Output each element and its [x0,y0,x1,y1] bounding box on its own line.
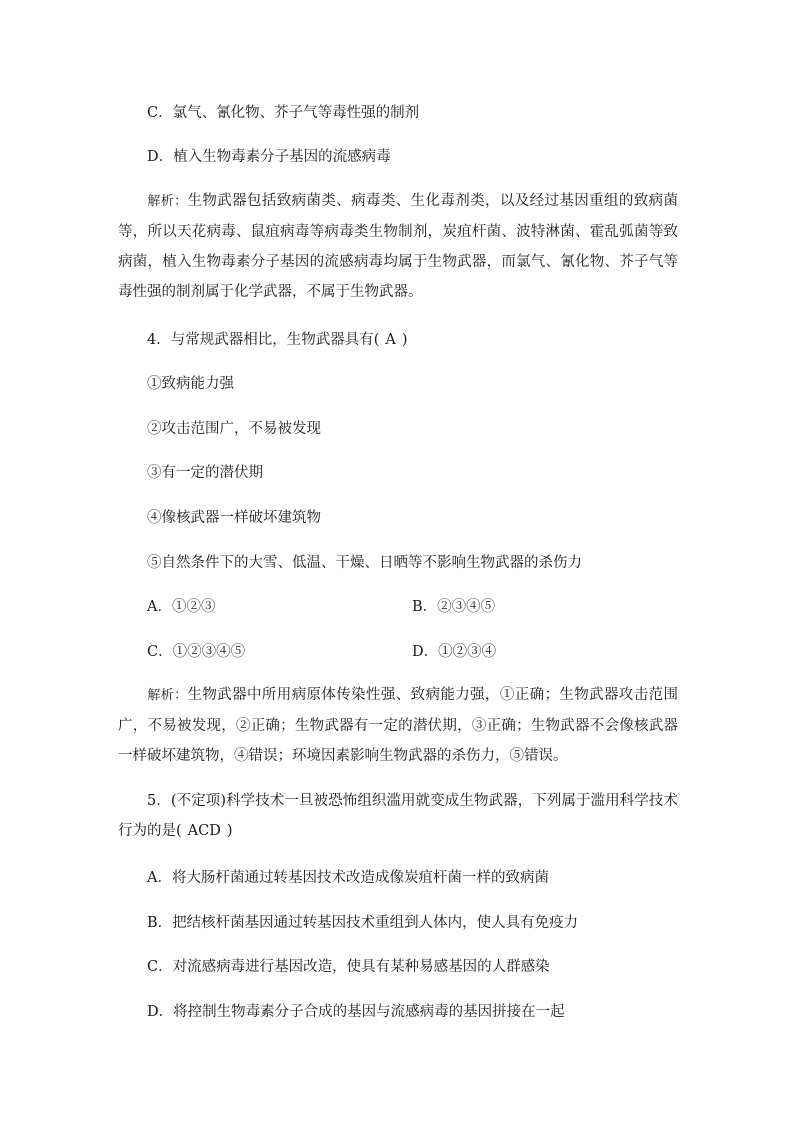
q5-stem [118,786,678,846]
q3-analysis [118,186,678,307]
q4-option-d: D．①②③④ [412,644,497,660]
q4-stem-prefix: 4．与常规武器相比，生物武器具有( [147,332,380,348]
q5-option-b: B．把结核杆菌基因通过转基因技术重组到人体内，使人具有免疫力 [147,915,579,931]
q4-item-5: ⑤自然条件下的大雪、低温、干燥、日晒等不影响生物武器的杀伤力 [147,555,582,571]
q4-option-b: B．②③④⑤ [412,599,496,615]
analysis-label: 解析： [147,688,188,703]
q4-item-4: ④像核武器一样破坏建筑物 [147,510,321,526]
q4-stem [147,331,408,349]
q4-option-c: C．①②③④⑤ [147,644,246,660]
q4-stem-suffix: ) [401,332,408,348]
q5-option-c: C．对流感病毒进行基因改造，使具有某种易感基因的人群感染 [147,959,550,975]
q5-option-d: D．将控制生物毒素分子合成的基因与流感病毒的基因拼接在一起 [147,1004,565,1020]
q4-option-a: A．①②③ [147,599,216,615]
q4-item-3: ③有一定的潜伏期 [147,465,263,481]
q5-stem-suffix: ) [226,823,233,839]
analysis-label: 解析： [147,194,188,209]
q5-answer: ACD [187,823,221,839]
q3-option-d: D．植入生物毒素分子基因的流感病毒 [147,149,391,165]
q3-option-c: C．氯气、氰化物、芥子气等毒性强的制剂 [147,105,420,121]
q5-option-a: A．将大肠杆菌通过转基因技术改造成像炭疽杆菌一样的致病菌 [147,870,549,886]
analysis-text: 生物武器中所用病原体传染性强、致病能力强，①正确；生物武器攻击范围广，不易被发现，②正确；生物武器有一定的潜伏期，③正确；生物武器不会像核武器一样破坏建筑物，④错误；环境因素影响生物武器的杀伤力，⑤错误。 [118,687,678,764]
analysis-text: 生物武器包括致病菌类、病毒类、生化毒剂类，以及经过基因重组的致病菌等，所以天花病毒、鼠疽病毒等病毒类生物制剂，炭疽杆菌、波特淋菌、霍乱弧菌等致病菌，植入生物毒素分子基因的流感病毒均属于生物武器，而氯气、氰化物、芥子气等毒性强的制剂属于化学武器，不属于生物武器。 [118,193,678,300]
q4-answer: A [385,332,396,348]
q4-analysis [118,680,678,771]
q4-item-1: ①致病能力强 [147,376,234,392]
q4-item-2: ②攻击范围广，不易被发现 [147,421,321,437]
q5-stem-prefix: 5．(不定项)科学技术一旦被恐怖组织滥用就变成生物武器，下列属于滥用科学技术行为的是( [118,793,678,839]
